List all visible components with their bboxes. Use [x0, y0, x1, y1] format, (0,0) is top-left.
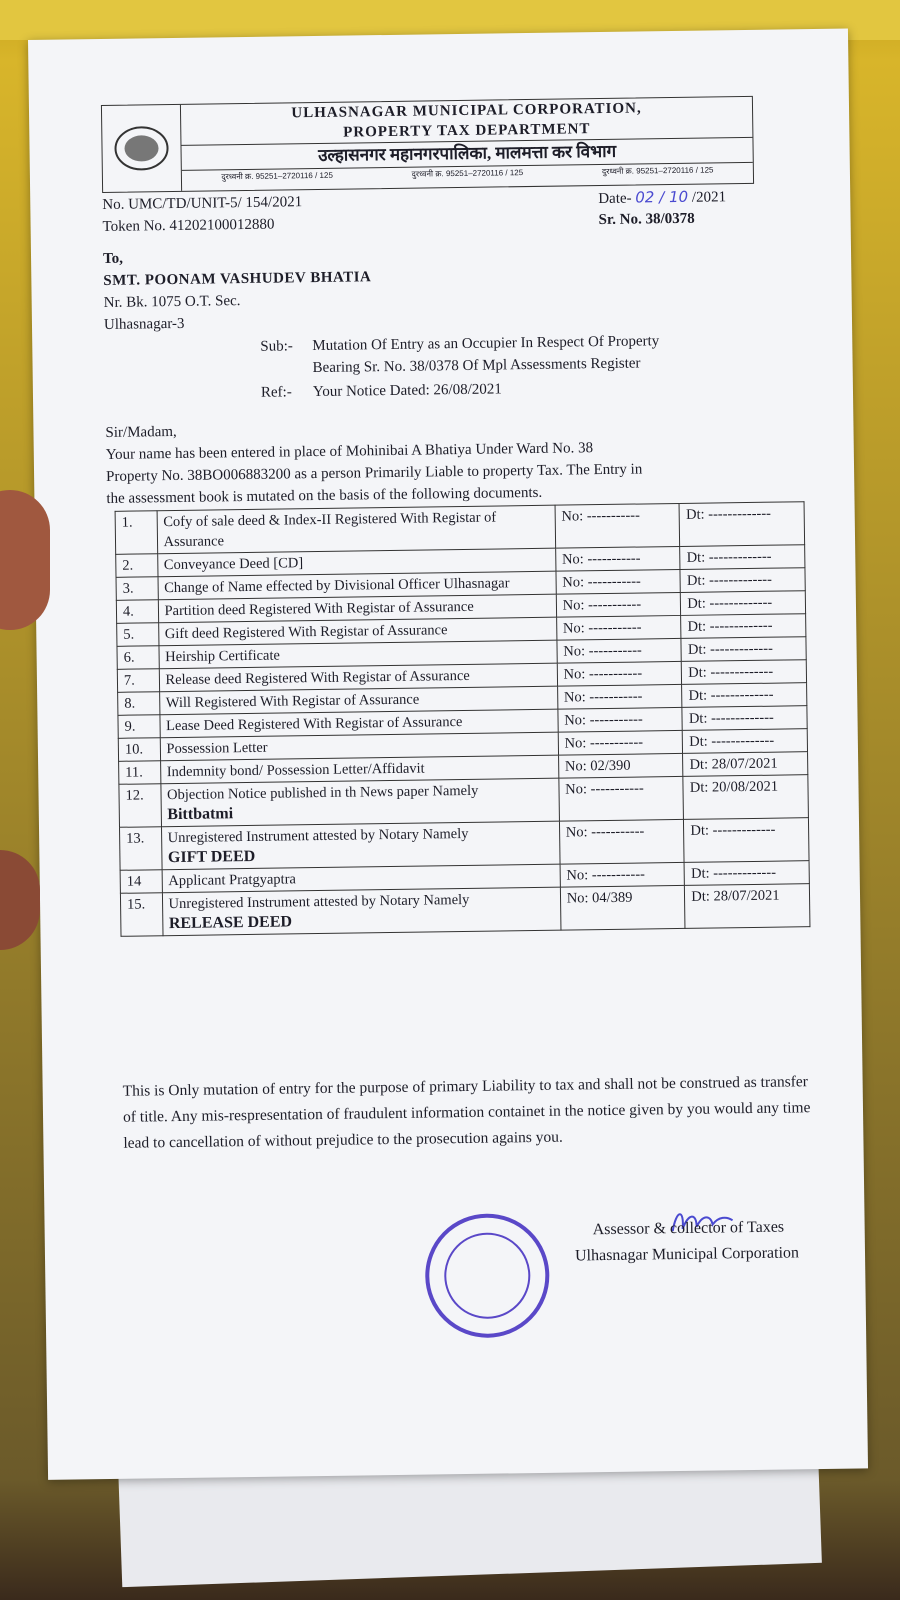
doc-no-text: No: -----------	[562, 619, 642, 637]
doc-date	[681, 614, 806, 639]
doc-no	[556, 569, 681, 594]
doc-date-text: Dt: -------------	[690, 821, 776, 839]
doc-date	[684, 818, 809, 863]
doc-no	[556, 592, 681, 617]
doc-description-text: Release deed Registered With Registar of Assurance	[165, 667, 470, 689]
doc-no	[555, 546, 680, 571]
signatory-title: Assessor & collector of Taxes	[592, 1218, 785, 1239]
doc-number	[117, 669, 159, 693]
doc-date-text: Dt: -------------	[690, 864, 777, 882]
doc-date	[682, 683, 807, 708]
doc-number-text: 11.	[125, 764, 143, 781]
doc-no	[555, 503, 680, 548]
doc-no	[559, 819, 684, 864]
doc-description-text: Possession Letter	[166, 739, 268, 758]
doc-description-text: Heirship Certificate	[165, 647, 281, 666]
signatory-org: Ulhasnagar Municipal Corporation	[574, 1244, 800, 1265]
documents-table	[115, 501, 811, 937]
doc-no-text: No: 04/389	[566, 889, 633, 907]
ref-label: Ref:-	[260, 384, 292, 401]
doc-no-text: No: -----------	[563, 665, 643, 683]
footer-disclaimer: This is Only mutation of entry for the purpose of primary Liability to tax and shall not be construed as transfer of title. Any mis-respresentation of fraudulent information containet in the notice given by you would any time lead to cancellation of without prejudice to the prosecution agains you.	[122, 1073, 811, 1152]
doc-no	[558, 707, 683, 732]
doc-number-text: 4.	[122, 603, 134, 620]
reference-number: No. UMC/TD/UNIT-5/ 154/2021	[102, 194, 303, 213]
doc-no	[559, 776, 684, 821]
doc-number-text: 2.	[122, 557, 134, 574]
doc-no-text: No: -----------	[565, 823, 645, 841]
doc-number	[117, 623, 159, 647]
date	[598, 186, 726, 209]
doc-no	[557, 638, 682, 663]
doc-description	[157, 505, 556, 554]
ref-line: Your Notice Dated: 26/08/2021	[312, 381, 502, 401]
doc-description-bold: GIFT DEED	[167, 847, 256, 867]
doc-no-text: No: -----------	[561, 550, 641, 568]
letterhead	[101, 96, 754, 193]
doc-number	[119, 784, 161, 828]
doc-number-text: 15.	[126, 896, 146, 913]
doc-date-text: Dt: 20/08/2021	[689, 778, 779, 796]
phone-1: दुरध्वनी क्र. 95251–2720116 / 125	[221, 170, 333, 182]
doc-date-text: Dt: -------------	[688, 686, 774, 704]
doc-number	[120, 893, 162, 937]
doc-date	[683, 752, 808, 777]
doc-number	[119, 761, 161, 785]
letterhead-line3: उल्हासनगर महानगरपालिका, मालमत्ता कर विभाग	[181, 137, 752, 171]
doc-date-text: Dt: -------------	[686, 548, 772, 566]
doc-date	[681, 637, 806, 662]
corporation-seal-icon	[424, 1213, 550, 1339]
doc-number	[116, 577, 158, 601]
doc-description-text: Unregistered Instrument attested by Notary Namely	[167, 825, 469, 847]
letterhead-line1: ULHASNAGAR MUNICIPAL CORPORATION,	[291, 100, 642, 122]
doc-description-text: Partition deed Registered With Registar of Assurance	[164, 598, 474, 620]
subject-label: Sub:-	[260, 338, 293, 355]
doc-number-text: 13.	[126, 830, 145, 847]
doc-description-bold: RELEASE DEED	[168, 913, 293, 933]
doc-description	[160, 778, 559, 827]
doc-date	[680, 545, 805, 570]
doc-description-text: Unregistered Instrument attested by Notary Namely	[168, 891, 470, 913]
doc-no-text: No: -----------	[564, 734, 644, 752]
doc-no	[560, 885, 685, 930]
body-line2: Property No. 38BO006883200 as a person Primarily Liable to property Tax. The Entry in	[105, 461, 643, 485]
doc-number	[117, 646, 159, 670]
doc-number	[118, 715, 160, 739]
doc-description-text: Objection Notice published in th News paper Namely	[166, 782, 479, 804]
doc-date-text: Dt: -------------	[685, 505, 772, 523]
doc-no-text: No: -----------	[561, 507, 641, 525]
doc-date-text: Dt: -------------	[687, 640, 773, 658]
doc-number-text: 10.	[124, 741, 144, 758]
doc-no	[557, 684, 682, 709]
doc-date	[682, 706, 807, 731]
doc-no-text: No: -----------	[565, 780, 644, 798]
doc-no-text: No: -----------	[562, 596, 642, 614]
notice-sheet	[28, 29, 868, 1480]
salutation: Sir/Madam,	[105, 423, 177, 441]
corporation-emblem-icon	[102, 105, 182, 192]
date-year: /2021	[691, 189, 727, 206]
doc-no-text: No: -----------	[563, 688, 643, 706]
doc-no-text: No: 02/390	[564, 757, 631, 775]
doc-description-text: Will Registered With Registar of Assurance	[165, 691, 420, 712]
addressee-name: SMT. POONAM VASHUDEV BHATIA	[103, 269, 372, 289]
doc-date-text: Dt: -------------	[688, 663, 774, 681]
serial-number: Sr. No. 38/0378	[598, 210, 695, 229]
date-label: Date-	[598, 190, 632, 208]
thumb	[0, 490, 50, 630]
to-label: To,	[102, 250, 124, 267]
doc-number-text: 14	[126, 873, 142, 890]
doc-date-text: Dt: 28/07/2021	[689, 755, 778, 773]
phone-2: दुरध्वनी क्र. 95251–2720116 / 125	[411, 168, 524, 179]
subject-line1: Mutation Of Entry as an Occupier In Respect Of Property	[312, 333, 660, 355]
doc-no	[556, 615, 681, 640]
doc-description-text: Conveyance Deed [CD]	[163, 555, 304, 574]
letterhead-line2: PROPERTY TAX DEPARTMENT	[343, 121, 591, 141]
doc-no-text: No: -----------	[563, 642, 642, 660]
doc-date	[681, 591, 806, 616]
doc-description-text: Lease Deed Registered With Registar of Assurance	[166, 714, 463, 735]
doc-no	[558, 730, 683, 755]
doc-no-text: No: -----------	[562, 573, 641, 591]
doc-number	[118, 738, 160, 762]
doc-no	[557, 661, 682, 686]
doc-date-text: Dt: -------------	[686, 571, 773, 589]
doc-date	[682, 660, 807, 685]
body-line1: Your name has been entered in place of Mohinibai A Bhatiya Under Ward No. 38	[105, 440, 594, 463]
subject-line2: Bearing Sr. No. 38/0378 Of Mpl Assessments Register	[312, 355, 641, 377]
doc-description	[161, 821, 560, 870]
doc-date	[683, 775, 808, 820]
token-number: Token No. 41202100012880	[102, 216, 275, 235]
doc-number-text: 7.	[123, 672, 135, 689]
doc-number	[115, 511, 157, 555]
body-line3: the assessment book is mutated on the basis of the following documents.	[106, 484, 543, 507]
doc-date-text: Dt: 28/07/2021	[691, 887, 780, 905]
doc-description-text: Gift deed Registered With Registar of Assurance	[164, 622, 448, 643]
doc-description-text: Cofy of sale deed & Index-II Registered With Registar of Assurance	[163, 509, 497, 551]
doc-date	[683, 729, 808, 754]
doc-description-bold: Bittbatmi	[167, 805, 234, 824]
doc-date	[679, 502, 804, 547]
doc-number	[116, 600, 158, 624]
doc-description-text: Change of Name effected by Divisional Officer Ulhasnagar	[164, 575, 510, 597]
doc-number-text: 9.	[124, 718, 136, 735]
doc-no	[560, 862, 685, 887]
doc-date	[684, 861, 809, 886]
doc-description-text: Indemnity bond/ Possession Letter/Affidavit	[166, 760, 425, 781]
doc-number-text: 6.	[123, 649, 135, 666]
doc-description-text: Applicant Pratgyaptra	[168, 871, 297, 890]
doc-number-text: 5.	[123, 626, 135, 643]
doc-no-text: No: -----------	[564, 711, 643, 729]
doc-number-text: 3.	[122, 580, 134, 597]
doc-date-text: Dt: -------------	[689, 732, 775, 750]
doc-description	[162, 887, 561, 936]
doc-number-text: 12.	[125, 787, 144, 804]
doc-number	[120, 827, 162, 871]
doc-date	[680, 568, 805, 593]
date-handwritten: 02 / 10	[635, 187, 689, 207]
address-line1: Nr. Bk. 1075 O.T. Sec.	[103, 293, 241, 311]
doc-date-text: Dt: -------------	[688, 709, 774, 727]
doc-no	[558, 753, 683, 778]
phone-3: दुरध्वनी क्र. 95251–2720116 / 125	[601, 165, 714, 176]
doc-number-text: 8.	[124, 695, 136, 712]
doc-number-text: 1.	[121, 514, 133, 531]
doc-date-text: Dt: -------------	[687, 617, 773, 635]
address-line2: Ulhasnagar-3	[103, 315, 185, 333]
doc-no-text: No: -----------	[566, 866, 646, 884]
document-row	[120, 884, 810, 937]
doc-number	[116, 554, 158, 578]
doc-date	[685, 884, 810, 929]
doc-date-text: Dt: -------------	[687, 594, 773, 612]
doc-number	[118, 692, 160, 716]
doc-number	[120, 870, 162, 894]
finger	[0, 850, 40, 950]
